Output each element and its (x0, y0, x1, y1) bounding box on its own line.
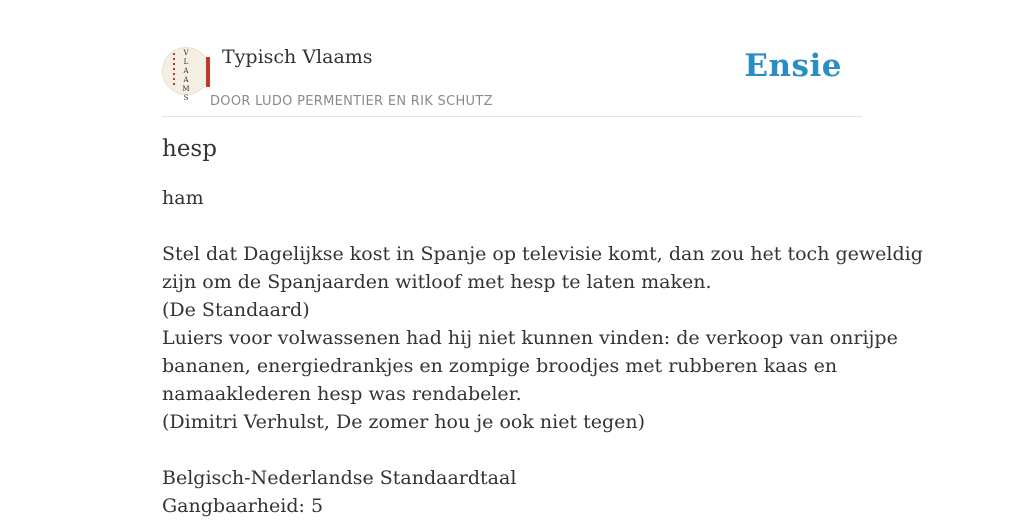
avatar-red-marks (173, 53, 175, 87)
example-2-line: namaaklederen hesp was rendabeler. (162, 383, 522, 405)
avatar-red-bar (206, 57, 210, 87)
ensie-logo-link[interactable]: Ensie (744, 48, 842, 84)
entry-category: Belgisch-Nederlandse Standaardtaal (162, 467, 517, 489)
blog-byline: DOOR LUDO PERMENTIER EN RIK SCHUTZ (210, 94, 493, 109)
blog-title[interactable]: Typisch Vlaams (222, 46, 373, 68)
example-2-line: bananen, energiedrankjes en zompige broodjes met rubberen kaas en (162, 355, 838, 377)
example-1-line: Stel dat Dagelijkse kost in Spanje op televisie komt, dan zou het toch geweldig (162, 243, 923, 265)
example-1-source: (De Standaard) (162, 299, 310, 321)
blog-avatar[interactable] (162, 47, 210, 102)
blog-header (162, 44, 862, 117)
example-2-line: Luiers voor volwassenen had hij niet kunnen vinden: de verkoop van onrijpe (162, 327, 898, 349)
example-1-line: zijn om de Spanjaarden witloof met hesp te laten maken. (162, 271, 712, 293)
entry-content (162, 136, 923, 520)
entry-term: hesp (162, 136, 217, 162)
example-2-source: (Dimitri Verhulst, De zomer hou je ook niet tegen) (162, 411, 646, 433)
spacer (162, 212, 862, 240)
spacer (162, 436, 862, 464)
entry-meaning: ham (162, 187, 204, 209)
avatar-letters: V L A A M S (182, 49, 190, 102)
entry-usage: Gangbaarheid: 5 (162, 495, 324, 517)
